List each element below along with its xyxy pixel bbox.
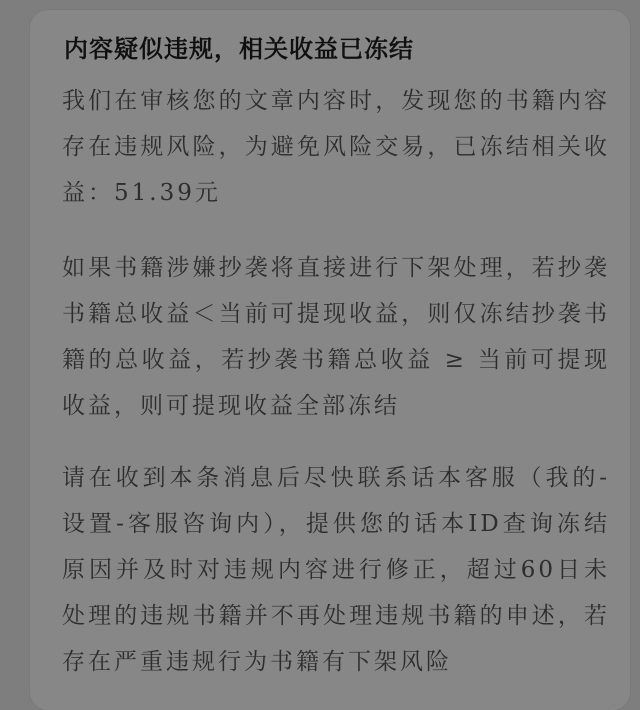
notice-title: 内容疑似违规，相关收益已冻结 — [64, 34, 414, 63]
notice-paragraph-plagiarism-rule: 如果书籍涉嫌抄袭将直接进行下架处理，若抄袭书籍总收益＜当前可提现收益，则仅冻结抄袭书籍的总收益，若抄袭书籍总收益 ≥ 当前可提现收益，则可提现收益全部冻结 — [62, 255, 610, 419]
notice-paragraph-contact-support: 请在收到本条消息后尽快联系话本客服（我的-设置-客服咨询内），提供您的话本ID查询冻结原因并及时对违规内容进行修正，超过60日未处理的违规书籍并不再处理违规书籍的申述，若存在严重违规行为书籍有下架风险 — [62, 465, 610, 675]
notice-paragraph-frozen-earnings: 我们在审核您的文章内容时，发现您的书籍内容存在违规风险，为避免风险交易，已冻结相关收益：51.39元 — [62, 88, 610, 206]
